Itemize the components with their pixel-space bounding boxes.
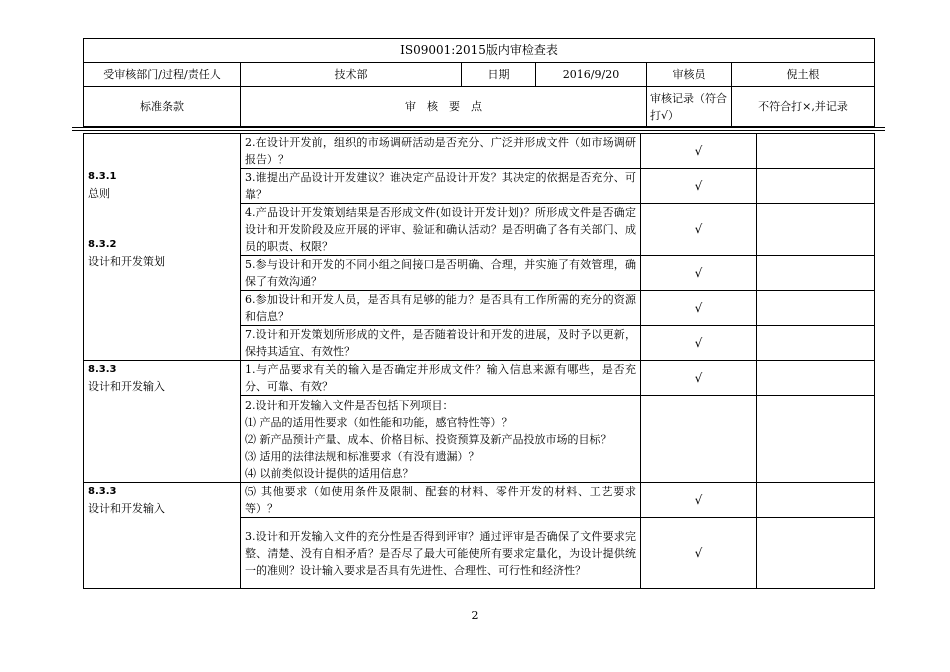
table-row xyxy=(84,483,875,518)
nonconform-cell xyxy=(757,396,875,483)
col-nonconform-header: 不符合打×,并记录 xyxy=(732,87,875,127)
dept-label: 受审核部门/过程/责任人 xyxy=(84,63,241,87)
col-clause-header: 标准条款 xyxy=(84,87,241,127)
clause-text: 设计和开发输入 xyxy=(88,502,165,515)
check-mark: √ xyxy=(641,256,757,291)
nonconform-cell xyxy=(757,256,875,291)
check-mark: √ xyxy=(641,361,757,396)
check-mark: √ xyxy=(641,518,757,589)
clause-text: 设计和开发策划 xyxy=(88,255,165,268)
audit-point: 3.谁提出产品设计开发建议？谁决定产品设计开发？其决定的依据是否充分、可靠？ xyxy=(241,169,641,204)
check-mark xyxy=(641,396,757,483)
nonconform-cell xyxy=(757,291,875,326)
auditor-label: 审核员 xyxy=(647,63,732,87)
nonconform-cell xyxy=(757,361,875,396)
table-row xyxy=(84,134,875,169)
date-value: 2016/9/20 xyxy=(536,63,647,87)
table-row xyxy=(84,361,875,396)
audit-point-line: ⑴ 产品的适用性要求（如性能和功能，感官特性等）？ xyxy=(245,415,513,429)
date-label: 日期 xyxy=(462,63,536,87)
clause-text: 总则 xyxy=(88,187,110,200)
audit-point: 7.设计和开发策划所形成的文件，是否随着设计和开发的进展，及时予以更新，保持其适宜、有效性？ xyxy=(241,326,641,361)
col-points-header: 审 核 要 点 xyxy=(241,87,647,127)
audit-point: 3.设计和开发输入文件的充分性是否得到评审？通过评审是否确保了文件要求完整、清楚、没有自相矛盾？是否尽了最大可能使所有要求定量化，为设计提供统一的准则？设计输入要求是否具有先进性、合理性、可行性和经济性？ xyxy=(241,518,641,589)
nonconform-cell xyxy=(757,326,875,361)
page-number: 2 xyxy=(471,609,479,622)
clause-text: 8.3.3 xyxy=(88,486,117,497)
audit-point-line: ⑶ 适用的法律法规和标准要求（有没有遗漏）？ xyxy=(245,449,480,463)
audit-point xyxy=(241,396,641,483)
check-mark: √ xyxy=(641,326,757,361)
separator-line xyxy=(72,130,885,131)
check-mark: √ xyxy=(641,169,757,204)
audit-point-line: 2.设计和开发输入文件是否包括下列项目： xyxy=(245,398,454,412)
check-mark: √ xyxy=(641,134,757,169)
check-mark: √ xyxy=(641,291,757,326)
clause-cell xyxy=(84,483,241,589)
form-title: IS09001:2015版内审检查表 xyxy=(84,39,875,63)
clause-text: 设计和开发输入 xyxy=(88,380,165,393)
audit-point: 1.与产品要求有关的输入是否确定并形成文件？输入信息来源有哪些，是否充分、可靠、有效？ xyxy=(241,361,641,396)
audit-point: 4.产品设计开发策划结果是否形成文件(如设计开发计划)？所形成文件是否确定设计和开发阶段及应开展的评审、验证和确认活动？是否明确了各有关部门、成员的职责、权限？ xyxy=(241,204,641,256)
audit-point: 2.在设计开发前，组织的市场调研活动是否充分、广泛并形成文件（如市场调研报告）？ xyxy=(241,134,641,169)
clause-text: 8.3.1 xyxy=(88,171,117,182)
nonconform-cell xyxy=(757,518,875,589)
audit-point: 6.参加设计和开发人员，是否具有足够的能力？是否具有工作所需的充分的资源和信息？ xyxy=(241,291,641,326)
audit-point: 5.参与设计和开发的不同小组之间接口是否明确、合理，并实施了有效管理，确保了有效沟通？ xyxy=(241,256,641,291)
header-table xyxy=(83,38,875,127)
nonconform-cell xyxy=(757,169,875,204)
audit-point-line: ⑷ 以前类似设计提供的适用信息？ xyxy=(245,466,414,480)
nonconform-cell xyxy=(757,134,875,169)
clause-text: 8.3.2 xyxy=(88,239,117,250)
auditor-value: 倪土根 xyxy=(732,63,875,87)
audit-point: ⑸ 其他要求（如使用条件及限制、配套的材料、零件开发的材料、工艺要求等）？ xyxy=(241,483,641,518)
clause-cell xyxy=(84,361,241,483)
clause-cell xyxy=(84,134,241,361)
clause-text: 8.3.3 xyxy=(88,364,117,375)
audit-point-line: ⑵ 新产品预计产量、成本、价格目标、投资预算及新产品投放市场的目标？ xyxy=(245,432,612,446)
separator-line xyxy=(72,127,885,128)
nonconform-cell xyxy=(757,204,875,256)
col-record-header: 审核记录（符合打√） xyxy=(647,87,732,127)
nonconform-cell xyxy=(757,483,875,518)
checklist-table xyxy=(83,133,875,589)
check-mark: √ xyxy=(641,483,757,518)
dept-value: 技术部 xyxy=(241,63,462,87)
check-mark: √ xyxy=(641,204,757,256)
